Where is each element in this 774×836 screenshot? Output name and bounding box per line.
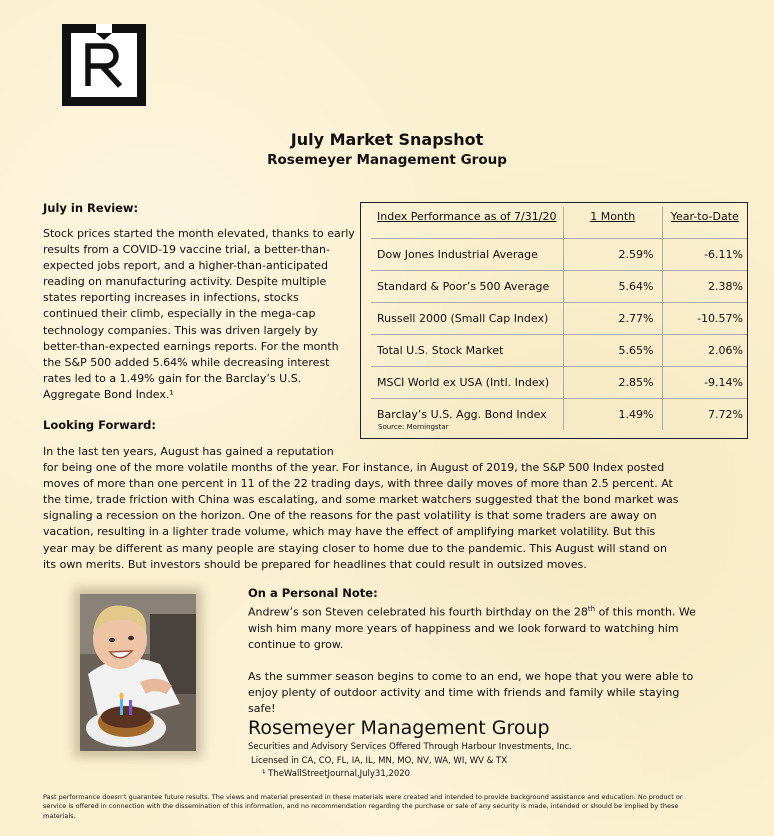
index-ytd: -6.11%: [662, 239, 747, 271]
forward-paragraph: [43, 444, 683, 573]
header-index: Index Performance as of 7/31/20: [377, 210, 557, 223]
index-performance-table: [360, 202, 748, 439]
index-ytd: -10.57%: [662, 303, 747, 335]
header-ytd: Year-to-Date: [670, 210, 739, 223]
review-heading: July in Review:: [43, 201, 139, 215]
personal-paragraph-1: Andrew’s son Steven celebrated his fourth birthday on the 28th of this month. We wish him many more years of happiness and we look forward to watching him continue to grow.: [248, 605, 696, 651]
index-name: MSCI World ex USA (Intl. Index): [371, 367, 563, 399]
personal-paragraphs: [248, 601, 698, 717]
table-row: [371, 303, 747, 335]
index-name: Russell 2000 (Small Cap Index): [371, 303, 563, 335]
table-row: [371, 367, 747, 399]
disclaimer: Past performance doesn’t guarantee future results. The views and material presented in these materials were created and intended to provide background assistance and education. No product or service is offered in connection with the dissemination of this information, and no recommendation regarding the purchase or sale of any security is made, intended or should be implied by these materials.: [43, 793, 683, 820]
index-name: Total U.S. Stock Market: [371, 335, 563, 367]
company-logo: [62, 24, 146, 106]
licensed-line: Licensed in CA, CO, FL, IA, IL, MN, MO, NV, WA, WI, WV & TX: [251, 756, 508, 766]
table-row: [371, 239, 747, 271]
index-month: 2.77%: [563, 303, 662, 335]
table-row: [371, 335, 747, 367]
index-name: Barclay’s U.S. Agg. Bond Index: [371, 399, 563, 431]
forward-rest: for being one of the more volatile months of the year. For instance, in August of 2019, the S&P 500 Index posted moves of more than one percent in 11 of the 22 trading days, with three daily moves of more than 2.5 percent. At the time, trade friction with China was escalating, and some market watchers suggested that the bond market was signaling a recession on the horizon. One of the reasons for the past volatility is that some traders are away on vacation, resulting in a lighter trade volume, which may have the effect of amplifying market volatility. But this year may be different as many people are staying closer to home due to the pandemic. This August will stand on its own merits. But investors should be prepared for headlines that could result in outsized moves.: [43, 461, 679, 571]
forward-heading: Looking Forward:: [43, 418, 156, 432]
review-paragraph: Stock prices started the month elevated, thanks to early results from a COVID-19 vaccine trial, a better-than-expected jobs report, and a higher-than-anticipated reading on manufacturing activity. Despite multiple states reporting increases in infections, stocks continued their climb, especially in the mega-cap technology companies. This was driven largely by better-than-expected earnings reports. For the month the S&P 500 added 5.64% while decreasing interest rates led to a 1.49% gain for the Barclay’s U.S. Aggregate Bond Index.¹: [43, 227, 355, 401]
birthday-photo: [80, 594, 196, 751]
securities-line: Securities and Advisory Services Offered Through Harbour Investments, Inc.: [248, 742, 573, 752]
index-month: 2.85%: [563, 367, 662, 399]
index-ytd: 2.06%: [662, 335, 747, 367]
header-1-month: 1 Month: [590, 210, 636, 223]
page-title: July Market Snapshot: [290, 130, 484, 149]
page-subtitle: Rosemeyer Management Group: [267, 152, 507, 168]
index-month: 5.64%: [563, 271, 662, 303]
table-source-note: Source: Morningstar: [378, 423, 449, 431]
index-month: 5.65%: [563, 335, 662, 367]
signature-name: Rosemeyer Management Group: [248, 717, 550, 739]
index-name: Dow Jones Industrial Average: [371, 239, 563, 271]
personal-heading: On a Personal Note:: [248, 586, 378, 600]
index-month: 2.59%: [563, 239, 662, 271]
index-ytd: 2.38%: [662, 271, 747, 303]
index-month: 1.49%: [563, 399, 662, 431]
table-row: [371, 271, 747, 303]
forward-first-line: In the last ten years, August has gained a reputation: [43, 445, 334, 458]
personal-paragraph-2: As the summer season begins to come to an end, we hope that you were able to enjoy plenty of outdoor activity and time with friends and family while staying safe!: [248, 669, 694, 716]
index-ytd: 7.72%: [662, 399, 747, 431]
ordinal-suffix: th: [587, 605, 596, 613]
footnote-source: ¹ TheWallStreetJournal,July31,2020: [262, 769, 411, 779]
table-header-row: [371, 207, 747, 239]
index-name: Standard & Poor’s 500 Average: [371, 271, 563, 303]
index-ytd: -9.14%: [662, 367, 747, 399]
